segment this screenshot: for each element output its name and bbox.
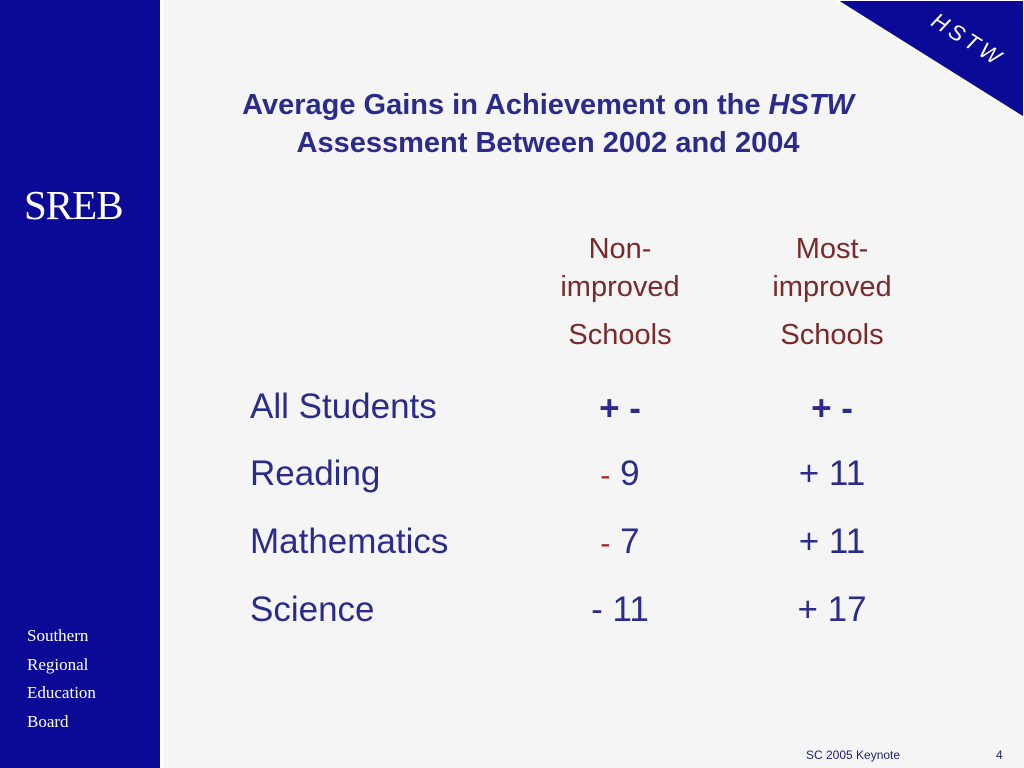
row-label-all-students: All Students <box>250 387 437 426</box>
page-number: 4 <box>996 748 1003 762</box>
cell-science-most-improved: + 17 <box>797 590 867 629</box>
negative-sign: - <box>600 459 611 492</box>
cell-reading-non-improved <box>520 454 720 496</box>
cell-mathematics-non-improved <box>520 522 720 564</box>
sreb-logo: SREB <box>24 182 123 228</box>
column-header-non-improved <box>520 230 720 354</box>
cell-all-students-non-improved: + - <box>599 389 641 428</box>
row-label-mathematics: Mathematics <box>250 522 449 561</box>
title-text: Average Gains in Achievement on the <box>242 89 769 121</box>
cell-value: 7 <box>620 522 640 561</box>
org-line: Southern <box>27 626 89 645</box>
header-line: Schools <box>780 319 884 351</box>
header-line: improved <box>772 271 892 303</box>
org-line: Board <box>27 711 69 731</box>
header-line: improved <box>560 271 680 303</box>
cell-value: 9 <box>620 454 640 493</box>
row-label-science: Science <box>250 590 375 629</box>
org-line: Education <box>27 683 96 702</box>
cell-mathematics-most-improved: + 11 <box>798 522 866 561</box>
footer-text: SC 2005 Keynote <box>806 748 901 762</box>
cell-all-students-most-improved: + - <box>811 389 853 428</box>
hstw-banner-text: HSTW <box>927 7 1009 72</box>
cell-science-non-improved: - 11 <box>591 590 649 629</box>
org-line: Regional <box>27 654 89 674</box>
title-line-2: Assessment Between 2002 and 2004 <box>296 127 800 159</box>
title-emphasis: HSTW <box>768 89 854 121</box>
title-line-1 <box>163 86 933 124</box>
organization-name <box>27 622 96 736</box>
header-line: Schools <box>568 319 672 351</box>
header-line: Most- <box>795 233 869 265</box>
slide-title <box>163 86 933 162</box>
negative-sign: - <box>600 527 611 560</box>
column-header-most-improved <box>732 230 932 354</box>
header-line: Non- <box>588 233 652 265</box>
cell-reading-most-improved: + 11 <box>798 454 866 493</box>
row-label-reading: Reading <box>250 454 381 493</box>
